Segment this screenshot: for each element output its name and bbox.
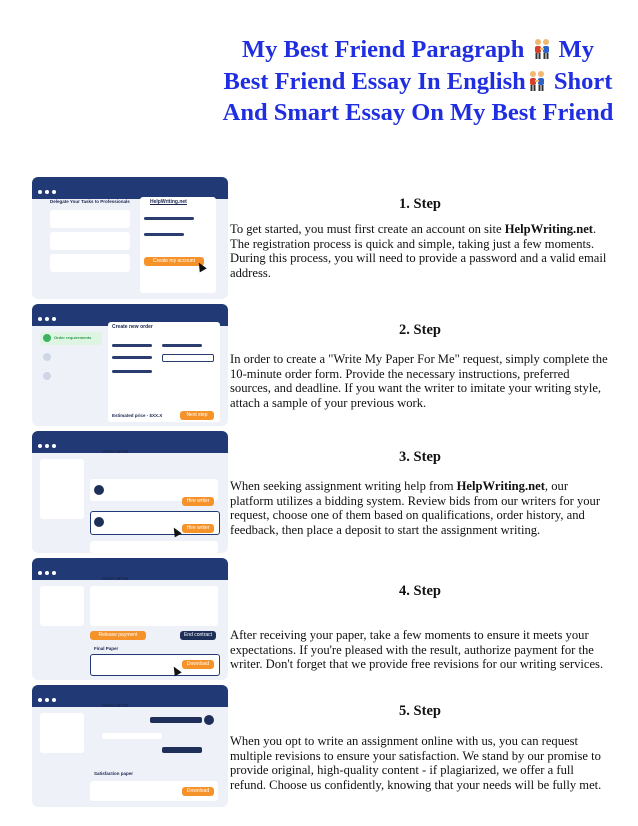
writer-avatar [94,485,104,495]
site-name: HelpWriting.net [504,222,593,236]
people-holding-hands-icon [526,70,548,92]
window-title-bar [32,431,228,453]
chat-message [102,733,162,739]
step-2-title: 2. Step [399,322,441,338]
shot1-heading: Delegate Your Tasks to Professionals [50,199,130,204]
hire-writer-button: Hire writer [182,524,214,533]
download-button: Download [182,787,214,796]
create-account-button: Create my account [144,257,204,266]
step-3-screenshot [32,431,228,553]
shot1-card [50,210,130,228]
shot1-site: HelpWriting.net [150,199,187,205]
download-button: Download [182,660,214,669]
shot5-heading: Order 18726 [102,703,129,708]
shot1-form [140,197,216,293]
step-5-screenshot [32,685,228,807]
step-2-screenshot [32,304,228,426]
site-name: HelpWriting.net [456,479,545,493]
writer-avatar [94,517,104,527]
step-4-title: 4. Step [399,583,441,599]
hire-writer-button: Hire writer [182,497,214,506]
release-payment-button: Release payment [90,631,146,640]
step-3-body: When seeking assignment writing help from HelpWriting.net, our platform utilizes a bidding system. Review bids from our writers for your request, choose one of them based on qualifications, order history, and feedback, then place a deposit to start the assignment writing. [230,479,601,537]
shot4-heading: Order 18726 [102,576,129,581]
window-title-bar [32,177,228,199]
shot1-card [50,254,130,272]
chat-message [162,747,202,753]
page-title [222,34,614,129]
title-part-1: My Best Friend Paragraph [241,36,531,63]
shot3-heading: Order 18726 [102,449,129,454]
shot2-heading: Create new order [112,324,153,330]
step-4-screenshot [32,558,228,680]
step-3-title: 3. Step [399,449,441,465]
step-1-title: 1. Step [399,196,441,212]
shot5-satisfaction: Satisfaction paper [94,771,134,776]
title-part-3: Short And Smart Essay On My Best Friend [222,67,614,126]
step-4-body: After receiving your paper, take a few moments to ensure it meets your expectations. If you're pleased with the result, authorize payment for the writer. Don't forget that we provide free revisions for our writing services. [230,628,604,671]
step-5-title: 5. Step [399,703,441,719]
people-holding-hands-icon [531,38,553,60]
step-5-body: When you opt to write an assignment online with us, you can request multiple revisions to ensure your satisfaction. We stand by our promise to provide original, high-quality content - if plagiarized, we offer a full refund. Choose us confidently, knowing that your needs will be fully met. [230,734,602,792]
step-1-body: To get started, you must first create an account on site HelpWriting.net. The registration process is quick and simple, taking just a few moments. During this process, you will need to provide a password and a valid email address. [230,222,607,280]
next-step-button: Next step [180,411,214,420]
shot2-price: Estimated price - $XX.X [112,413,163,418]
title-part-2: My Best Friend Essay In English [223,36,595,95]
chat-message [150,717,202,723]
shot1-card [50,232,130,250]
shot4-final: Final Paper [94,646,119,651]
step-1-screenshot [32,177,228,299]
end-contract-button: End contract [180,631,216,640]
window-title-bar [32,685,228,707]
shot2-step: Order requirements [54,335,92,340]
window-title-bar [32,558,228,580]
step-2-body: In order to create a "Write My Paper For Me" request, simply complete the 10-minute order form. Provide the necessary instructions, preferred sources, and deadline. If you want the writer to imitate your writing style, attach a sample of your previous work. [230,352,608,410]
